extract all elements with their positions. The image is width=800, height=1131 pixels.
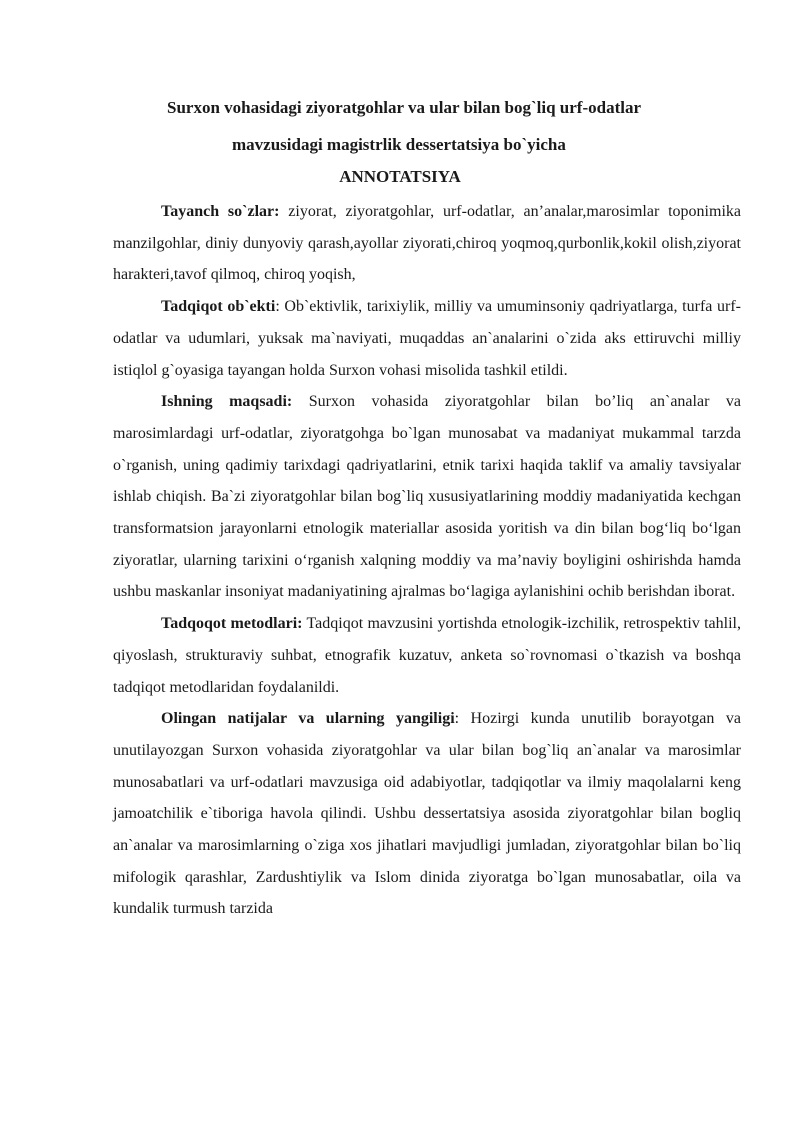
keywords-text: ziyorat, ziyoratgohlar, urf-odatlar, an’analar,marosimlar toponimika manzilgohlar, diniy dunyoviy qarash,ayollar ziyorati,chiroq yoqmoq,qurbonlik,kokil olish,ziyorat harakteri,tavof qilmoq, chiroq yoqish, [113, 203, 741, 284]
results-paragraph [113, 703, 741, 925]
research-methods-text: Tadqiqot mavzusini yortishda etnologik-izchilik, retrospektiv tahlil, qiyoslash, strukturaviy suhbat, etnografik kuzatuv, anketa so`rovnomasi o`tkazish va boshqa tadqiqot metodlaridan foydalanildi. [113, 615, 741, 696]
research-methods-paragraph [113, 608, 741, 703]
research-object-text: : Ob`ektivlik, tarixiylik, milliy va umuminsoniy qadriyatlarga, turfa urf-odatlar va udumlari, yuksak ma`naviyati, muqaddas an`analarini o`zida aks ettiruvchi milliy istiqlol g`oyasiga tayangan holda Surxon vohasi misolida tashkil etildi. [113, 298, 742, 379]
research-object-paragraph [113, 291, 741, 386]
results-text: : Hozirgi kunda unutilib borayotgan va unutilayozgan Surxon vohasida ziyoratgohlar va ular bilan bog`liq an`analar va marosimlar munosabatlari va urf-odatlari mavzusiga oid adabiyotlar, tadqiqotlar va ilmiy maqolalarni keng jamoatchilik e`tiboriga havola qilindi. Ushbu dessertatsiya asosida ziyoratgohlar bilan bogliq an`analar va marosimlarning o`ziga xos jihatlari mavjudligi jumladan, ziyoratgohlar bilan bo`liq mifologik qarashlar, Zardushtiylik va Islom dinida ziyoratga bo`lgan munosabatlar, oila va kundalik turmush tarzida [113, 710, 741, 918]
research-object-heading: Tadqiqot ob`ekti [161, 298, 276, 316]
document-body [113, 196, 741, 925]
keywords-paragraph [113, 196, 741, 291]
research-methods-heading: Tadqoqot metodlari: [161, 615, 303, 633]
title-line-2: mavzusidagi magistrlik dessertatsiya bo`yicha [232, 135, 566, 154]
title-line-1: Surxon vohasidagi ziyoratgohlar va ular bilan bog`liq urf-odatlar [167, 98, 642, 117]
research-goal-heading: Ishning maqsadi: [161, 393, 293, 411]
research-goal-text: Surxon vohasida ziyoratgohlar bilan bo’liq an`analar va marosimlardagi urf-odatlar, ziyoratgohga bo`lgan munosabat va madaniyat mukammal tarzda o`rganish, uning qadimiy tarixdagi qadriyatlarini, etnik tarixi haqida taklif va amaliy tavsiyalar ishlab chiqish. Ba`zi ziyoratgohlar bilan bog`liq xususiyatlarining moddiy madaniyatida kechgan transformatsion jarayonlarni etnologik materiallar asosida yoritish va din bilan bog‘liq bo‘lgan ziyoratlar, ularning tarixini o‘rganish xalqning moddiy va ma’naviy boyligini oshirishda hamda ushbu maskanlar insoniyat madaniyatining ajralmas bo‘lagiga aylanishini ochib berishdan iborat. [113, 393, 742, 601]
research-goal-paragraph [113, 386, 741, 608]
keywords-heading: Tayanch so`zlar: [161, 203, 280, 220]
annotation-heading: ANNOTATSIYA [339, 167, 461, 186]
results-heading: Olingan natijalar va ularning yangiligi [161, 710, 455, 728]
